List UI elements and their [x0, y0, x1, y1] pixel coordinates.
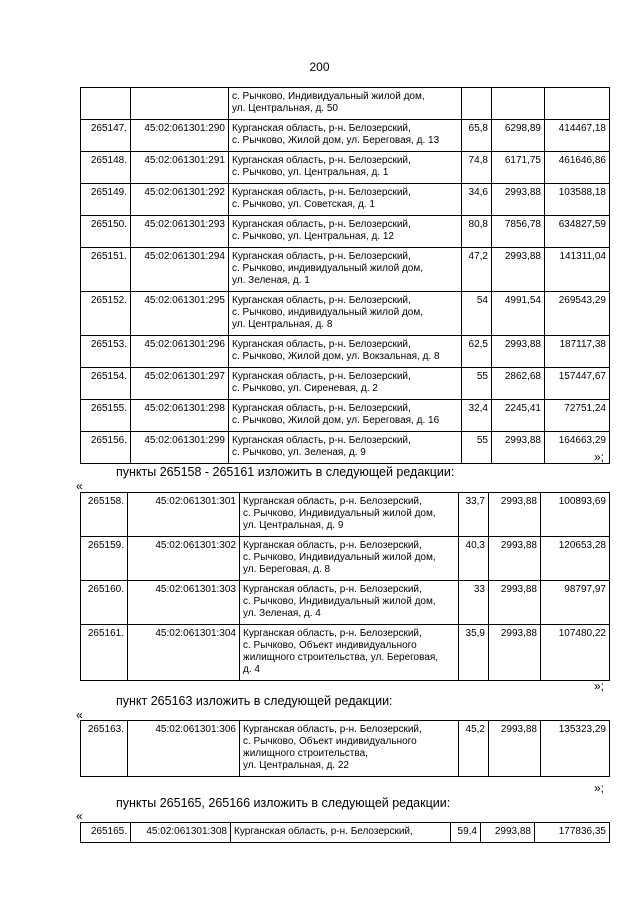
total-value-cell: 414467,18	[545, 120, 610, 152]
table-row	[81, 625, 610, 681]
cadastral-number-cell: 45:02:061301:291	[131, 152, 229, 184]
address-cell: Курганская область, р-н. Белозерский, с. Рычково, Объект индивидуального жилищного строительства, ул. Центральная, д. 22	[240, 721, 459, 777]
address-cell: Курганская область, р-н. Белозерский, с. Рычково, индивидуальный жилой дом, ул. Центральная, д. 8	[229, 292, 462, 336]
cadastral-number-cell: 45:02:061301:302	[128, 537, 240, 581]
registry-table-2	[80, 492, 610, 681]
registry-table-2-body	[81, 493, 610, 681]
item-number-cell: 265153.	[81, 336, 131, 368]
closing-quote: »;	[594, 781, 605, 795]
item-number-cell: 265158.	[81, 493, 128, 537]
total-value-cell: 100893,69	[541, 493, 610, 537]
area-cell: 55	[462, 368, 492, 400]
cadastral-number-cell: 45:02:061301:303	[128, 581, 240, 625]
cadastral-number-cell: 45:02:061301:294	[131, 248, 229, 292]
area-cell: 32,4	[462, 400, 492, 432]
table-row	[81, 721, 610, 777]
total-value-cell	[545, 88, 610, 120]
unit-value-cell: 2993,88	[492, 184, 545, 216]
area-cell: 59,4	[451, 823, 481, 843]
area-cell: 47,2	[462, 248, 492, 292]
table-row	[81, 432, 610, 464]
item-number-cell: 265163.	[81, 721, 128, 777]
cadastral-number-cell: 45:02:061301:304	[128, 625, 240, 681]
table-row	[81, 336, 610, 368]
table-row	[81, 292, 610, 336]
address-cell: Курганская область, р-н. Белозерский,	[231, 823, 451, 843]
total-value-cell: 120653,28	[541, 537, 610, 581]
table-row	[81, 120, 610, 152]
address-cell: Курганская область, р-н. Белозерский, с. Рычково, ул. Советская, д. 1	[229, 184, 462, 216]
registry-table-1-body	[81, 88, 610, 464]
area-cell: 62,5	[462, 336, 492, 368]
item-number-cell: 265152.	[81, 292, 131, 336]
unit-value-cell: 2993,88	[489, 493, 541, 537]
total-value-cell: 98797,97	[541, 581, 610, 625]
item-number-cell: 265159.	[81, 537, 128, 581]
table-row	[81, 248, 610, 292]
total-value-cell: 164663,29	[545, 432, 610, 464]
item-number-cell: 265151.	[81, 248, 131, 292]
cadastral-number-cell	[131, 88, 229, 120]
item-number-cell: 265149.	[81, 184, 131, 216]
registry-table-1	[80, 87, 610, 464]
table-row	[81, 493, 610, 537]
opening-quote: «	[76, 708, 83, 722]
amendment-paragraph: пункт 265163 изложить в следующей редакции:	[116, 694, 393, 708]
address-cell: с. Рычково, Индивидуальный жилой дом, ул. Центральная, д. 50	[229, 88, 462, 120]
registry-table-4	[80, 822, 610, 843]
item-number-cell: 265155.	[81, 400, 131, 432]
unit-value-cell: 4991,54	[492, 292, 545, 336]
cadastral-number-cell: 45:02:061301:299	[131, 432, 229, 464]
address-cell: Курганская область, р-н. Белозерский, с. Рычково, Жилой дом, ул. Вокзальная, д. 8	[229, 336, 462, 368]
total-value-cell: 157447,67	[545, 368, 610, 400]
area-cell	[462, 88, 492, 120]
area-cell: 33,7	[459, 493, 489, 537]
table-row	[81, 823, 610, 843]
total-value-cell: 135323,29	[541, 721, 610, 777]
unit-value-cell: 6298,89	[492, 120, 545, 152]
unit-value-cell: 6171,75	[492, 152, 545, 184]
cadastral-number-cell: 45:02:061301:295	[131, 292, 229, 336]
unit-value-cell: 2993,88	[489, 625, 541, 681]
table-row	[81, 581, 610, 625]
area-cell: 34,6	[462, 184, 492, 216]
item-number-cell: 265148.	[81, 152, 131, 184]
item-number-cell: 265150.	[81, 216, 131, 248]
registry-table-3-body	[81, 721, 610, 777]
total-value-cell: 141311,04	[545, 248, 610, 292]
cadastral-number-cell: 45:02:061301:298	[131, 400, 229, 432]
area-cell: 40,3	[459, 537, 489, 581]
total-value-cell: 187117,38	[545, 336, 610, 368]
unit-value-cell: 2993,88	[489, 721, 541, 777]
closing-quote: »;	[594, 450, 605, 464]
unit-value-cell: 2993,88	[489, 581, 541, 625]
unit-value-cell: 2993,88	[489, 537, 541, 581]
total-value-cell: 107480,22	[541, 625, 610, 681]
address-cell: Курганская область, р-н. Белозерский, с. Рычково, Индивидуальный жилой дом, ул. Береговая, д. 8	[240, 537, 459, 581]
unit-value-cell: 2862,68	[492, 368, 545, 400]
address-cell: Курганская область, р-н. Белозерский, с. Рычково, индивидуальный жилой дом, ул. Зеленая, д. 1	[229, 248, 462, 292]
address-cell: Курганская область, р-н. Белозерский, с. Рычково, Объект индивидуального жилищного строительства, ул. Береговая, д. 4	[240, 625, 459, 681]
address-cell: Курганская область, р-н. Белозерский, с. Рычково, ул. Сиреневая, д. 2	[229, 368, 462, 400]
opening-quote: «	[76, 479, 83, 493]
address-cell: Курганская область, р-н. Белозерский, с. Рычково, Индивидуальный жилой дом, ул. Зеленая, д. 4	[240, 581, 459, 625]
item-number-cell: 265161.	[81, 625, 128, 681]
address-cell: Курганская область, р-н. Белозерский, с. Рычково, ул. Центральная, д. 12	[229, 216, 462, 248]
opening-quote: «	[76, 809, 83, 823]
cadastral-number-cell: 45:02:061301:297	[131, 368, 229, 400]
address-cell: Курганская область, р-н. Белозерский, с. Рычково, ул. Центральная, д. 1	[229, 152, 462, 184]
cadastral-number-cell: 45:02:061301:290	[131, 120, 229, 152]
registry-table-4-body	[81, 823, 610, 843]
unit-value-cell: 2993,88	[492, 432, 545, 464]
item-number-cell: 265156.	[81, 432, 131, 464]
table-row	[81, 368, 610, 400]
table-row	[81, 537, 610, 581]
registry-table-3	[80, 720, 610, 777]
unit-value-cell: 2993,88	[481, 823, 535, 843]
cadastral-number-cell: 45:02:061301:292	[131, 184, 229, 216]
table-row	[81, 184, 610, 216]
table-row	[81, 216, 610, 248]
cadastral-number-cell: 45:02:061301:296	[131, 336, 229, 368]
area-cell: 45,2	[459, 721, 489, 777]
area-cell: 65,8	[462, 120, 492, 152]
item-number-cell: 265165.	[81, 823, 131, 843]
cadastral-number-cell: 45:02:061301:308	[131, 823, 231, 843]
item-number-cell: 265160.	[81, 581, 128, 625]
cadastral-number-cell: 45:02:061301:301	[128, 493, 240, 537]
closing-quote: »;	[594, 679, 605, 693]
total-value-cell: 461646,86	[545, 152, 610, 184]
table-row	[81, 400, 610, 432]
area-cell: 80,8	[462, 216, 492, 248]
unit-value-cell: 2993,88	[492, 336, 545, 368]
unit-value-cell	[492, 88, 545, 120]
address-cell: Курганская область, р-н. Белозерский, с. Рычково, Жилой дом, ул. Береговая, д. 16	[229, 400, 462, 432]
page-number: 200	[309, 60, 330, 74]
item-number-cell: 265154.	[81, 368, 131, 400]
unit-value-cell: 2993,88	[492, 248, 545, 292]
area-cell: 54	[462, 292, 492, 336]
amendment-paragraph: пункты 265158 - 265161 изложить в следующей редакции:	[116, 465, 455, 479]
unit-value-cell: 7856,78	[492, 216, 545, 248]
area-cell: 35,9	[459, 625, 489, 681]
unit-value-cell: 2245,41	[492, 400, 545, 432]
total-value-cell: 177836,35	[535, 823, 610, 843]
table-row	[81, 152, 610, 184]
total-value-cell: 269543,29	[545, 292, 610, 336]
amendment-paragraph: пункты 265165, 265166 изложить в следующей редакции:	[116, 796, 451, 810]
total-value-cell: 72751,24	[545, 400, 610, 432]
item-number-cell: 265147.	[81, 120, 131, 152]
cadastral-number-cell: 45:02:061301:293	[131, 216, 229, 248]
area-cell: 74,8	[462, 152, 492, 184]
address-cell: Курганская область, р-н. Белозерский, с. Рычково, Индивидуальный жилой дом, ул. Центральная, д. 9	[240, 493, 459, 537]
total-value-cell: 103588,18	[545, 184, 610, 216]
area-cell: 33	[459, 581, 489, 625]
area-cell: 55	[462, 432, 492, 464]
total-value-cell: 634827,59	[545, 216, 610, 248]
table-row	[81, 88, 610, 120]
item-number-cell	[81, 88, 131, 120]
address-cell: Курганская область, р-н. Белозерский, с. Рычково, ул. Зеленая, д. 9	[229, 432, 462, 464]
address-cell: Курганская область, р-н. Белозерский, с. Рычково, Жилой дом, ул. Береговая, д. 13	[229, 120, 462, 152]
cadastral-number-cell: 45:02:061301:306	[128, 721, 240, 777]
